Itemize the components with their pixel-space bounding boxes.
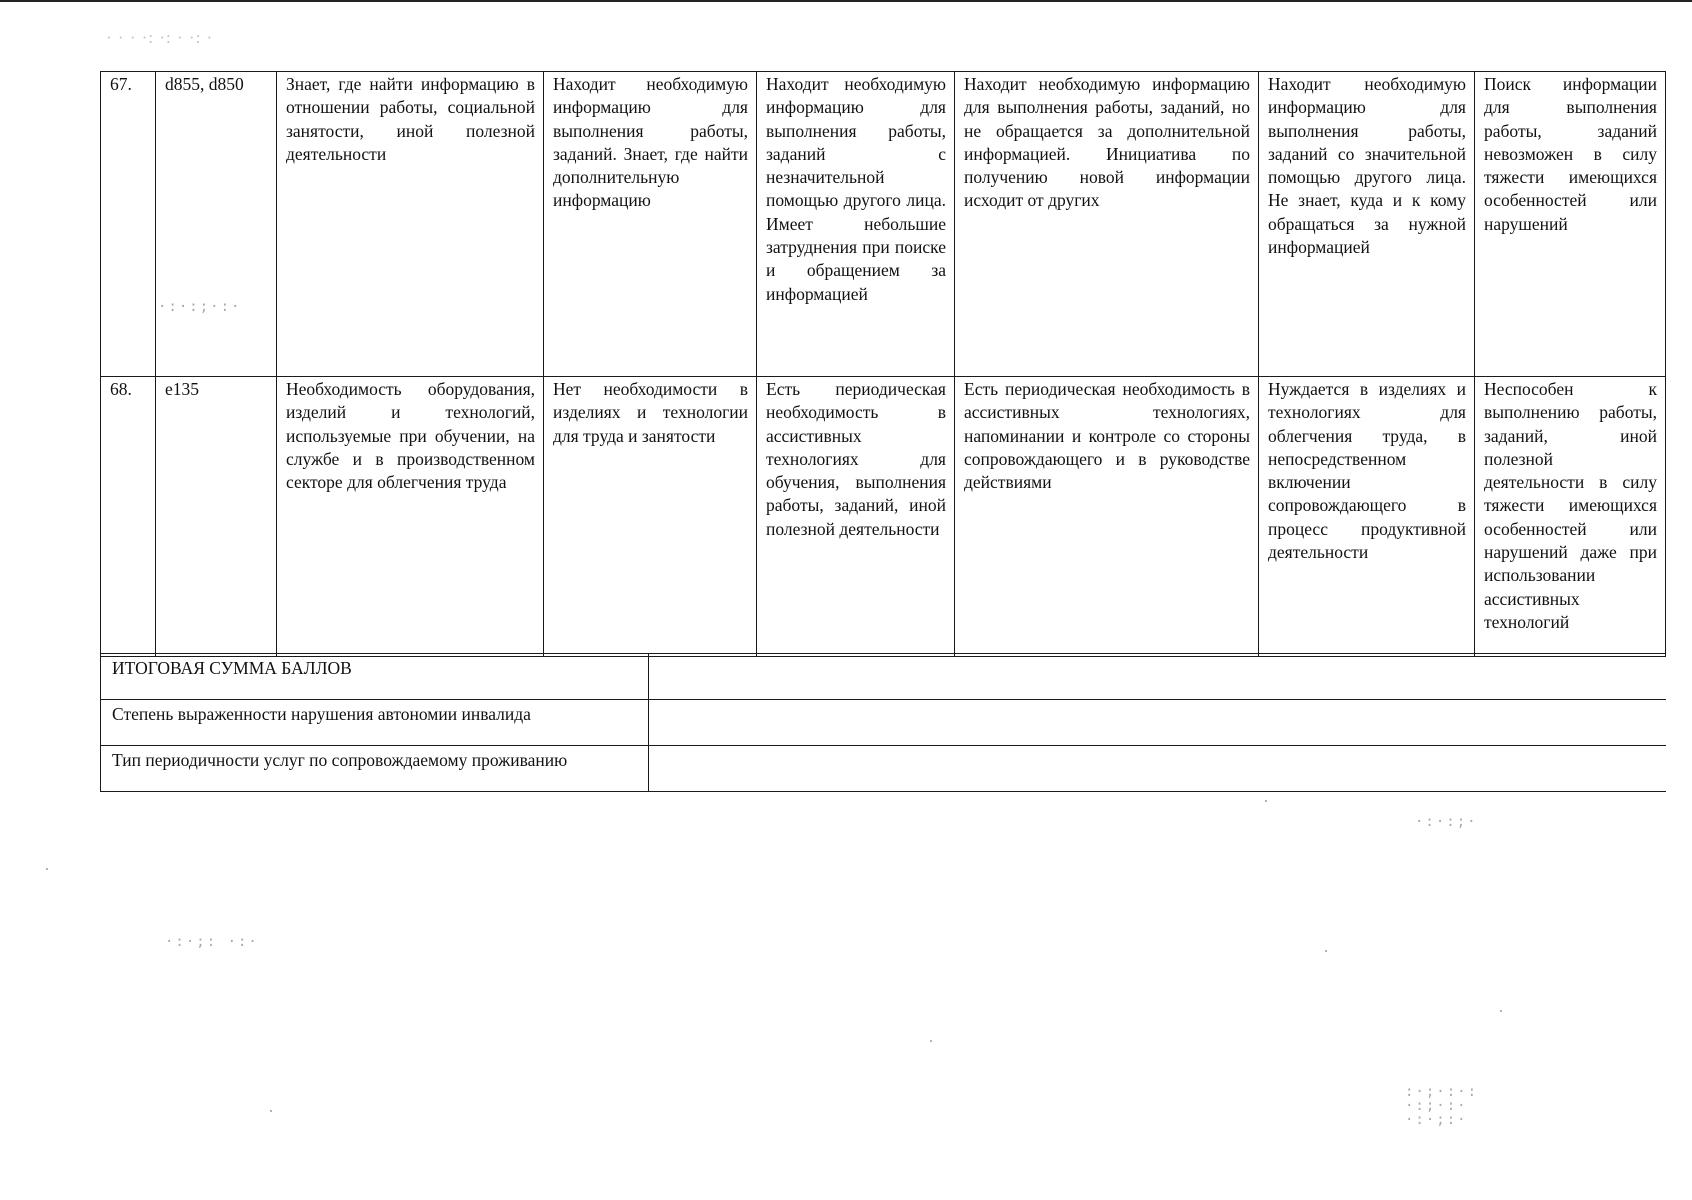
bleed-through-marks: · · · ·: ·: · ·: ·: [106, 28, 214, 47]
scan-noise-cluster: ·:·;: ·:·: [165, 934, 259, 950]
scan-speck: [930, 1040, 932, 1042]
service-periodicity-value: [649, 746, 1666, 792]
criterion-cell: Нет необходимости в изделиях и технологии для труда и занятости: [544, 377, 757, 657]
scan-edge-line: [0, 0, 1692, 2]
criterion-cell: Поиск информации для выполнения работы, заданий невозможен в силу тяжести имеющихся особенностей или нарушений: [1475, 72, 1666, 377]
criterion-cell: Находит необходимую информацию для выполнения работы, заданий со значительной помощью другого лица. Не знает, куда и к кому обращаться за нужной информацией: [1259, 72, 1475, 377]
criterion-cell: Находит необходимую информацию для выполнения работы, заданий с незначительной помощью другого лица. Имеет небольшие затруднения при поиске и обращением за информацией: [757, 72, 955, 377]
summary-row: [101, 746, 1666, 792]
criterion-cell: Есть периодическая необходимость в ассистивных технологиях, напоминании и контроле со стороны сопровождающего и в руководстве действиями: [955, 377, 1259, 657]
row-number: 67.: [101, 72, 156, 377]
criterion-cell: Неспособен к выполнению работы, заданий, иной полезной деятельности в силу тяжести имеющихся особенностей или нарушений даже при использовании ассистивных технологий: [1475, 377, 1666, 657]
criterion-cell: Находит необходимую информацию для выполнения работы, заданий, но не обращается за дополнительной информацией. Инициатива по получению новой информации исходит от других: [955, 72, 1259, 377]
criterion-cell: Есть периодическая необходимость в ассистивных технологиях для обучения, выполнения работы, заданий, иной полезной деятельности: [757, 377, 955, 657]
summary-row: [101, 700, 1666, 746]
autonomy-degree-value: [649, 700, 1666, 746]
row-description: Знает, где найти информацию в отношении работы, социальной занятости, иной полезной деятельности: [277, 72, 544, 377]
criterion-cell: Находит необходимую информацию для выполнения работы, заданий. Знает, где найти дополнительную информацию: [544, 72, 757, 377]
scan-speck: [1325, 950, 1327, 952]
summary-table: [100, 653, 1666, 792]
row-code: d855, d850: [156, 72, 277, 377]
scan-speck: [1265, 800, 1267, 802]
row-description: Необходимость оборудования, изделий и технологий, используемые при обучении, на службе и в производственном секторе для облегчения труда: [277, 377, 544, 657]
scan-speck: [46, 868, 48, 870]
criterion-cell: Нуждается в изделиях и технологиях для облегчения труда, в непосредственном включении сопровождающего в процесс продуктивной деятельности: [1259, 377, 1475, 657]
row-number: 68.: [101, 377, 156, 657]
scan-speck: [1500, 1010, 1502, 1012]
service-periodicity-label: Тип периодичности услуг по сопровождаемому проживанию: [101, 746, 649, 792]
assessment-table: [100, 71, 1666, 657]
autonomy-degree-label: Степень выраженности нарушения автономии инвалида: [101, 700, 649, 746]
table-row: [101, 72, 1666, 377]
scan-noise-cluster: ·:·:;·: [1415, 814, 1478, 830]
row-code: e135: [156, 377, 277, 657]
summary-row: [101, 654, 1666, 700]
scan-noise-cluster: :·;·:·: ·:;·:· ·:·;:·: [1405, 1084, 1479, 1128]
total-score-value: [649, 654, 1666, 700]
scan-noise-cluster: ·:·:;·:·: [158, 299, 242, 315]
table-row: [101, 377, 1666, 657]
scan-speck: [270, 1110, 272, 1112]
total-score-label: ИТОГОВАЯ СУММА БАЛЛОВ: [101, 654, 649, 700]
